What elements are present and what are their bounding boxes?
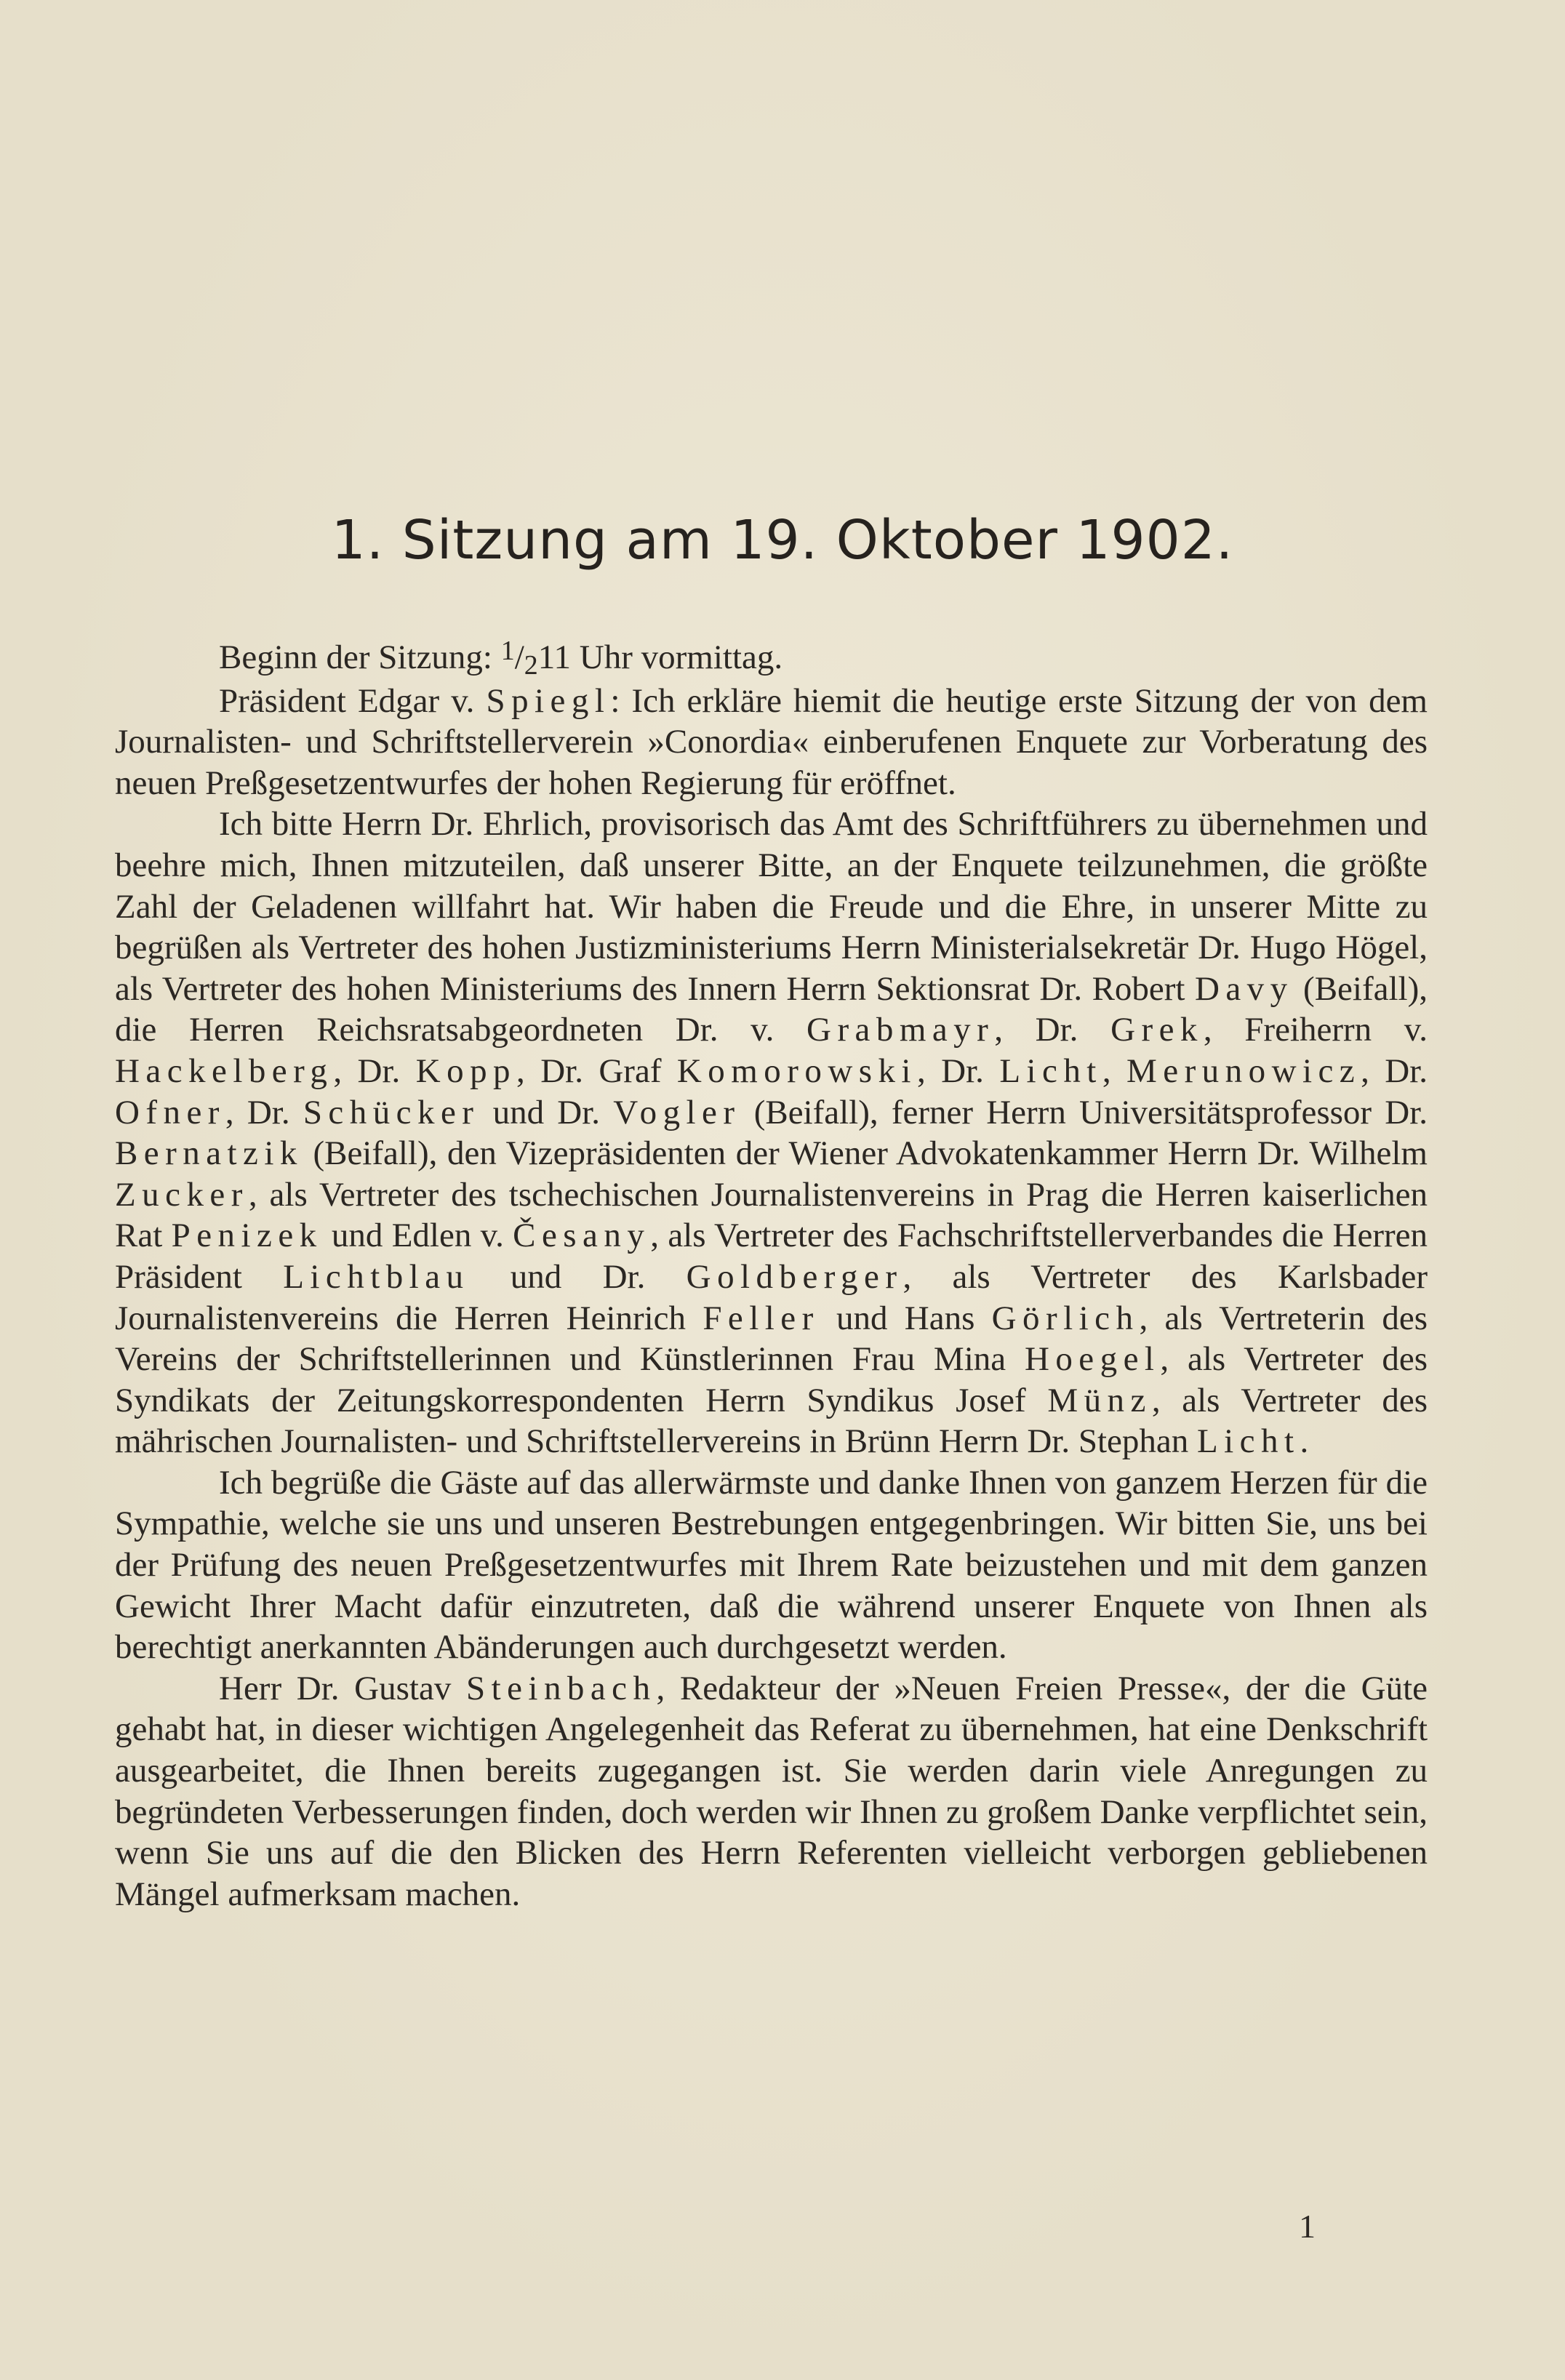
- text-run: (Beifall), den Vizepräsidenten der Wiener Advokatenkammer Herrn Dr. Wilhelm: [303, 1134, 1428, 1173]
- fraction-slash: /: [514, 638, 524, 676]
- text-run: (Beifall), die Herren Reichsratsabgeordneten Dr. v.: [115, 969, 1428, 1049]
- text-run: und Edlen v.: [322, 1217, 513, 1255]
- person-name: Lichtblau: [283, 1257, 470, 1296]
- person-name: Komorowski: [676, 1051, 917, 1090]
- person-name: Davy: [1194, 969, 1294, 1008]
- person-name: Merunowicz: [1126, 1051, 1361, 1090]
- text-run: , als Vertreter des Karlsbader Journalistenvereins die Herren Heinrich: [115, 1257, 1428, 1337]
- person-name: Vogler: [613, 1093, 741, 1131]
- paragraph-opening: [115, 681, 1428, 804]
- text-run: , Redakteur der »Neuen Freien Presse«, der die Güte gehabt hat, in dieser wichtigen Angelegenheit das Referat zu übernehmen, hat eine Denkschrift ausgearbeitet, die Ihnen bereits zugegangen ist. Sie werden darin viele Anregungen zu begründeten Verbesserungen finden, doch werden wir Ihnen zu großem Danke verpflichtet sein, wenn Sie uns auf die den Blicken des Herrn Referenten vielleicht verborgen gebliebenen Mängel aufmerksam machen.: [115, 1669, 1428, 1913]
- text-run: , als Vertreter des Fachschriftstellerverbandes die Herren Präsident: [115, 1217, 1428, 1296]
- text-run: und Dr.: [479, 1093, 614, 1131]
- text-run: Präsident Edgar v.: [219, 681, 487, 720]
- paragraph-referee: [115, 1668, 1428, 1915]
- text-run: und Dr.: [469, 1257, 687, 1296]
- person-name: Hoegel: [1024, 1340, 1161, 1379]
- text-run: 11 Uhr vormittag.: [537, 638, 783, 676]
- text-run: Beginn der Sitzung:: [219, 638, 501, 676]
- text-run: , als Vertreter des tschechischen Journalistenvereins in Prag die Herren kaiserlichen Rat: [115, 1175, 1428, 1255]
- person-name: Zucker: [115, 1175, 249, 1214]
- person-name: Česany: [513, 1217, 651, 1255]
- text-run: , Freiherrn v.: [1203, 1011, 1428, 1049]
- paragraph-greeting: Ich begrüße die Gäste auf das allerwärmste und danke Ihnen von ganzem Herzen für die Sympathie, welche sie uns und unseren Bestrebungen entgegenbringen. Wir bitten Sie, uns bei der Prüfung des neuen Preßgesetzentwurfes mit Ihrem Rate beizustehen und mit dem ganzen Gewicht Ihrer Macht dafür einzutreten, daß die während unserer Enquete von Ihnen als berechtigt anerkannten Abänderungen auch durchgesetzt werden.: [115, 1463, 1428, 1667]
- person-name: Goldberger: [686, 1257, 903, 1296]
- person-name: Kopp: [415, 1051, 517, 1090]
- speaker-name: Spiegl: [486, 681, 611, 720]
- person-name: Görlich: [991, 1299, 1140, 1337]
- page-title: 1. Sitzung am 19. Oktober 1902.: [331, 509, 1234, 572]
- person-name: Högel: [1335, 929, 1420, 967]
- text-run: , als Vertreter des mährischen Journalisten- und Schriftstellervereins in Brünn Herrn Dr. Stephan: [115, 1381, 1428, 1461]
- person-name: Münz: [1047, 1381, 1152, 1419]
- person-name: Feller: [703, 1299, 820, 1337]
- person-name: Ofner: [115, 1093, 225, 1131]
- person-name: Licht: [999, 1051, 1102, 1090]
- fraction-denominator: 2: [524, 650, 538, 681]
- page-number: 1: [1299, 2208, 1316, 2245]
- text-run: , Dr.: [333, 1051, 416, 1090]
- text-run: , Dr.: [994, 1011, 1111, 1049]
- text-run: (Beifall), ferner Herrn Universitätsprofessor Dr.: [740, 1093, 1428, 1131]
- text-run: : Ich erkläre hiemit die heutige erste Sitzung der von dem Journalisten- und Schriftstellerverein »Conordia« einberufenen Enquete zur Vorberatung des neuen Preßgesetzentwurfes der hohen Regierung für eröffnet.: [115, 681, 1428, 802]
- text-run: , als Vertreter des Syndikats der Zeitungskorrespondenten Herrn Syndikus Josef: [115, 1340, 1428, 1419]
- fraction-numerator: 1: [500, 636, 515, 666]
- text-run: und Hans: [819, 1299, 992, 1337]
- person-name: Bernatzik: [115, 1134, 303, 1173]
- text-run: .: [1300, 1422, 1309, 1461]
- text-run: ,: [1102, 1051, 1126, 1090]
- person-name: Grek: [1110, 1011, 1204, 1049]
- person-name: Penizek: [171, 1217, 323, 1255]
- paragraph-attendees: [115, 804, 1428, 1462]
- body-text: [115, 637, 1428, 1915]
- paragraph-start-time: [115, 637, 1428, 681]
- text-run: , Dr.: [1361, 1051, 1428, 1090]
- text-run: , als Vertreterin des Vereins der Schriftstellerinnen und Künstlerinnen Frau Mina: [115, 1299, 1428, 1379]
- text-run: Ich bitte Herrn Dr. Ehrlich, provisorisch das Amt des Schriftführers zu übernehmen und beehre mich, Ihnen mitzuteilen, daß unserer Bitte, an der Enquete teilzunehmen, die größte Zahl der Geladenen willfahrt hat. Wir haben die Freude und die Ehre, in unserer Mitte zu begrüßen als Vertreter des hohen Justizministeriums Herrn Ministerialsekretär Dr. Hugo: [115, 805, 1428, 967]
- person-name: Steinbach: [465, 1669, 657, 1707]
- person-name: Grabmayr: [806, 1011, 995, 1049]
- person-name: Schücker: [303, 1093, 480, 1131]
- text-run: , Dr. Graf: [516, 1051, 677, 1090]
- text-run: Herr Dr. Gustav: [219, 1669, 466, 1707]
- person-name: Licht: [1196, 1422, 1300, 1461]
- person-name: Hackelberg: [115, 1051, 334, 1090]
- text-run: , Dr.: [225, 1093, 303, 1131]
- text-run: , als Vertreter des hohen Ministeriums des Innern Herrn Sektionsrat Dr. Robert: [115, 929, 1428, 1008]
- text-run: , Dr.: [916, 1051, 1000, 1090]
